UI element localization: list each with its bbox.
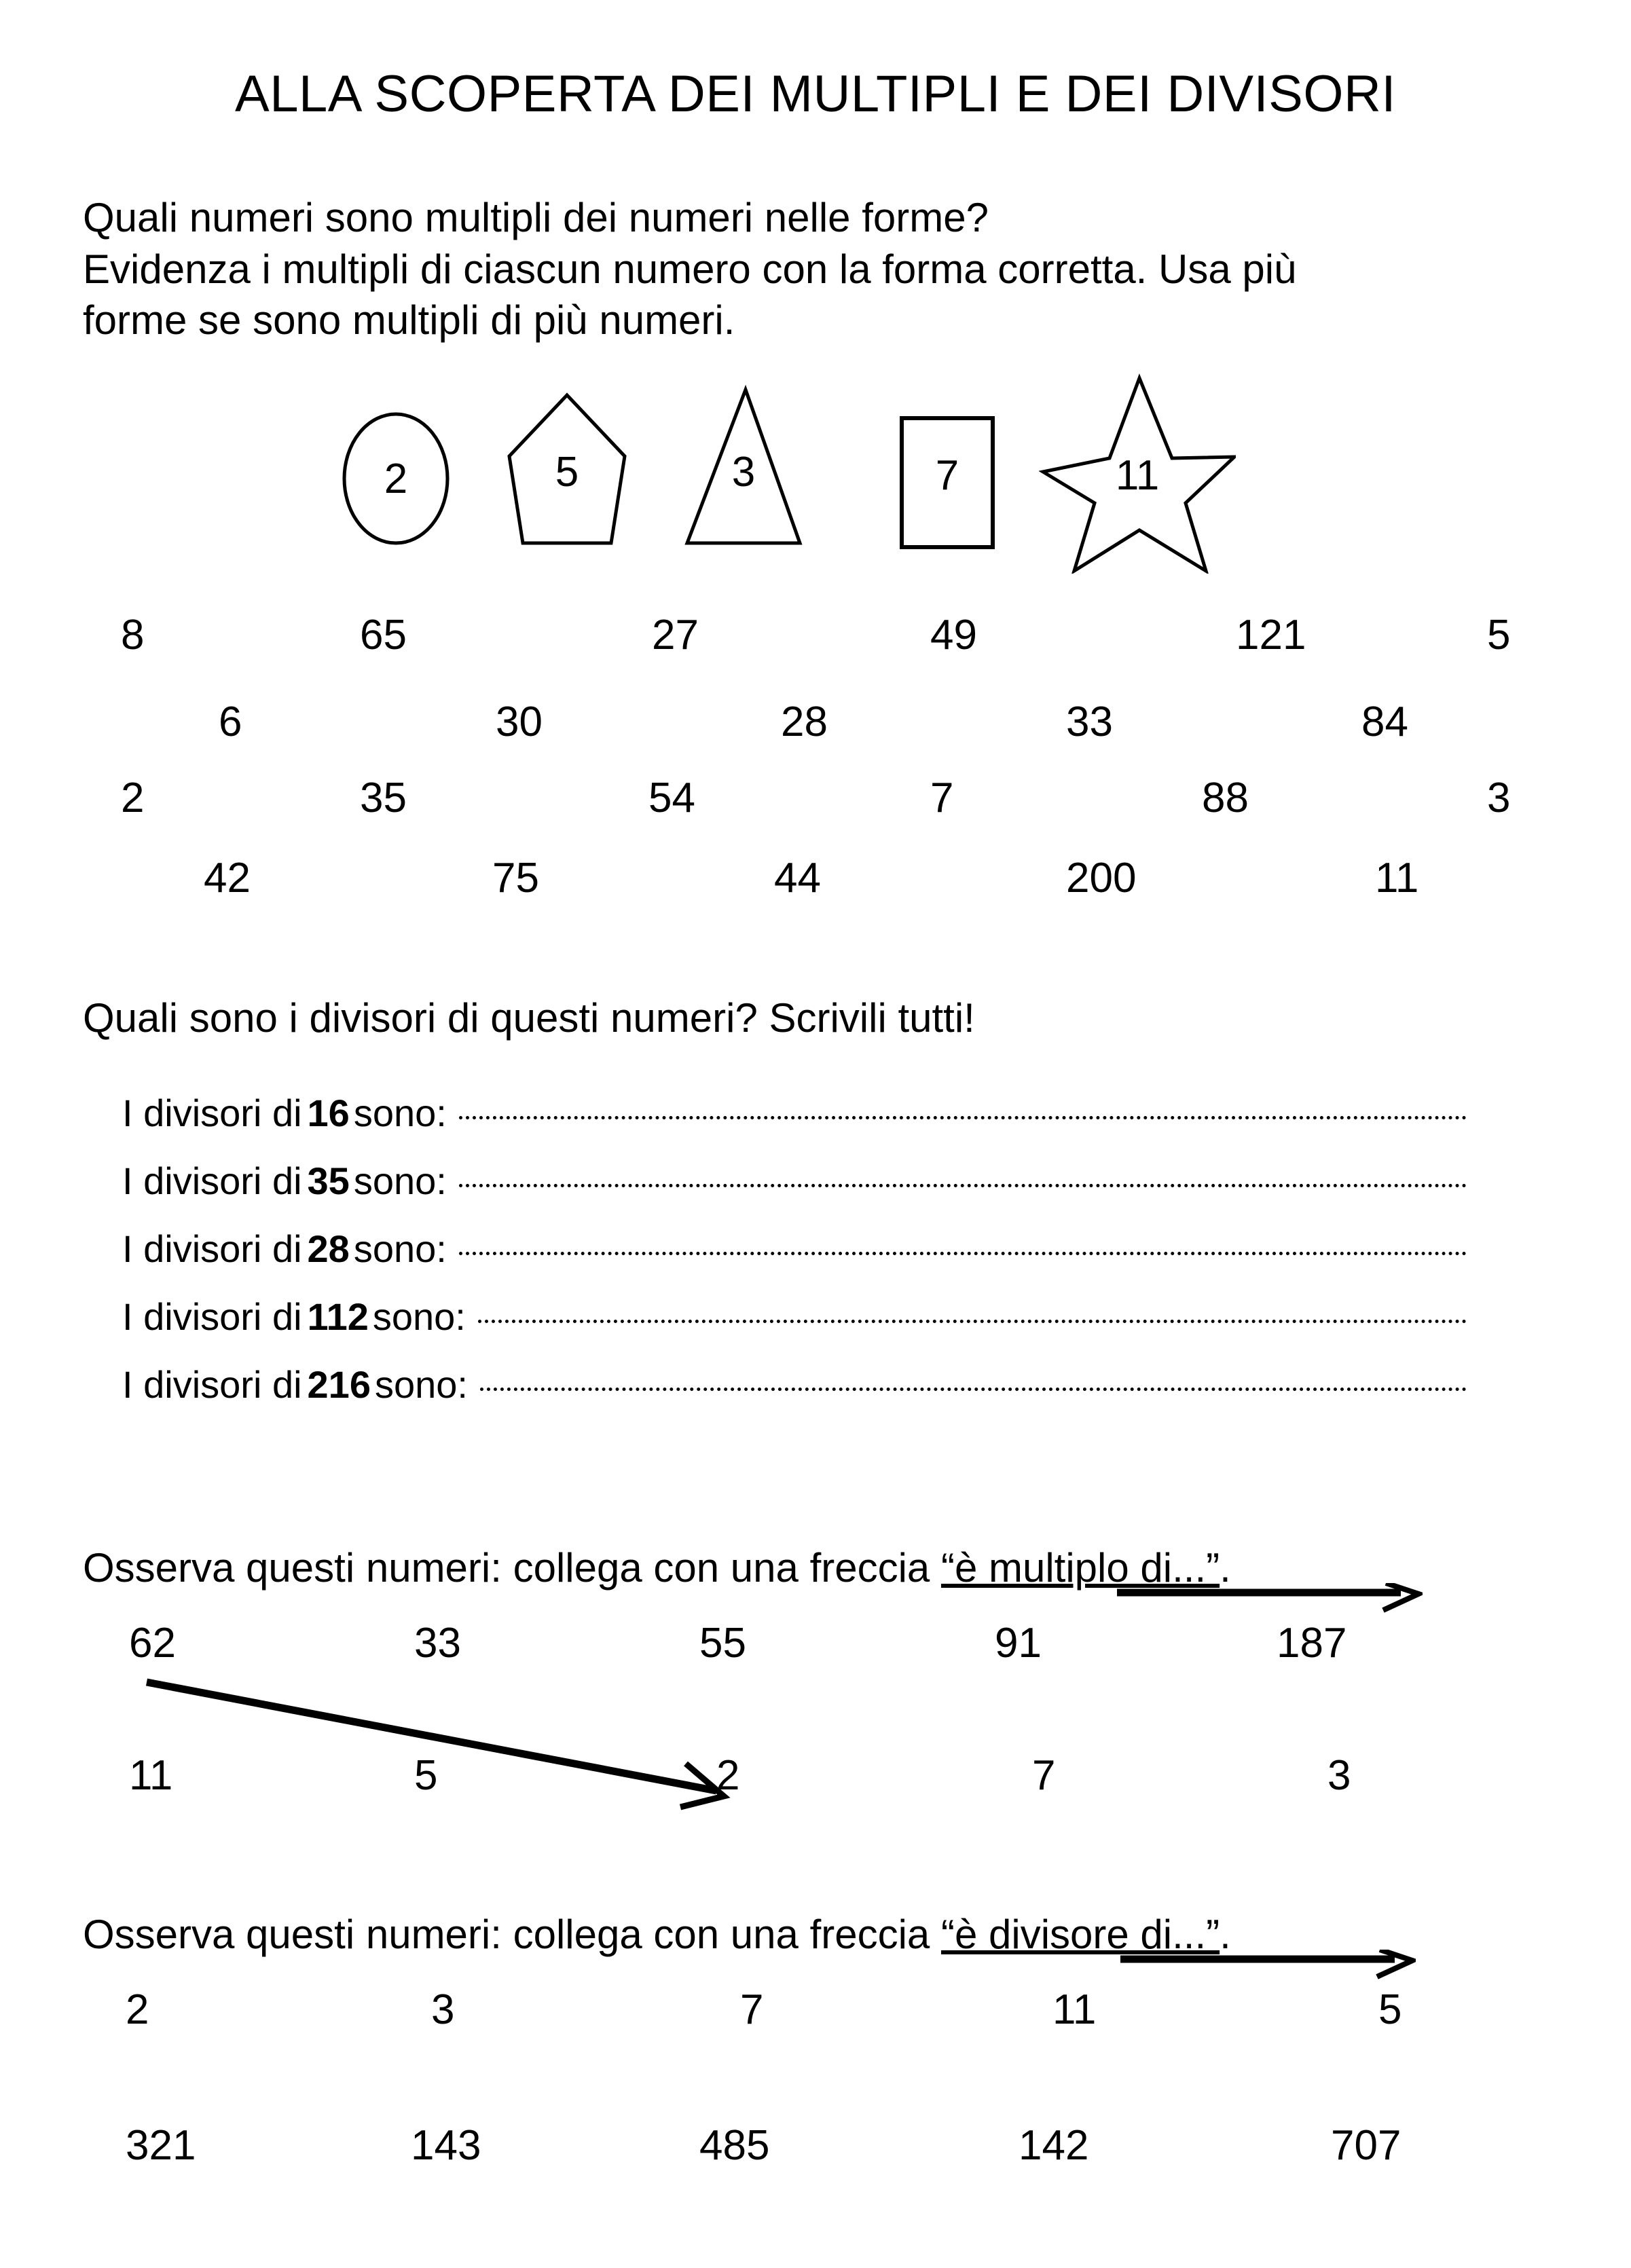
divisori-row-number: 16 — [307, 1092, 350, 1134]
divisori-row-number: 216 — [307, 1363, 371, 1406]
divisori-row-suffix: sono: — [353, 1092, 447, 1134]
grid-number[interactable]: 42 — [204, 855, 251, 901]
circle-shape-value: 2 — [384, 456, 408, 502]
pair-number-top[interactable]: 55 — [699, 1620, 746, 1667]
multiplo-heading-after: . — [1220, 1545, 1231, 1591]
answer-line[interactable] — [459, 1252, 1467, 1255]
grid-number[interactable]: 49 — [930, 612, 977, 658]
pair-number-bottom[interactable]: 7 — [1032, 1752, 1056, 1799]
grid-number[interactable]: 11 — [1375, 855, 1419, 901]
grid-number[interactable]: 35 — [360, 775, 407, 821]
grid-number[interactable]: 8 — [121, 612, 145, 658]
pentagon-shape — [502, 380, 631, 550]
grid-number[interactable]: 65 — [360, 612, 407, 658]
list-item — [122, 1295, 1467, 1366]
divisori-row-suffix: sono: — [353, 1227, 447, 1270]
divisori-row-suffix: sono: — [353, 1159, 447, 1202]
star-shape-value: 11 — [1115, 452, 1160, 499]
divisore-heading — [83, 1914, 1231, 1955]
grid-number[interactable]: 33 — [1066, 699, 1113, 745]
triangle-shape — [679, 380, 808, 550]
answer-line[interactable] — [459, 1184, 1467, 1187]
grid-number[interactable]: 88 — [1202, 775, 1249, 821]
pair-number-top[interactable]: 33 — [414, 1620, 461, 1667]
multiplo-heading-quoted: “è multiplo di...” — [940, 1545, 1220, 1591]
divisore-number-pairs — [0, 1986, 1631, 2206]
grid-number[interactable]: 27 — [652, 612, 699, 658]
divisori-row-prefix: I divisori di — [122, 1159, 302, 1202]
grid-number[interactable]: 121 — [1236, 612, 1306, 658]
intro-line-1: Quali numeri sono multipli dei numeri nelle forme? — [83, 195, 989, 240]
pair-number-top[interactable]: 2 — [126, 1986, 149, 2033]
multiples-number-grid — [0, 614, 1631, 927]
multiplo-heading — [83, 1545, 1231, 1591]
pair-number-bottom[interactable]: 3 — [1327, 1752, 1351, 1799]
grid-number[interactable]: 200 — [1066, 855, 1137, 901]
grid-number[interactable]: 2 — [121, 775, 145, 821]
grid-number[interactable]: 3 — [1487, 775, 1511, 821]
multiplo-heading-before: Osserva questi numeri: collega con una freccia — [83, 1545, 941, 1591]
right-arrow-icon — [1117, 1583, 1423, 1614]
pair-number-bottom[interactable]: 142 — [1019, 2122, 1089, 2169]
answer-line[interactable] — [478, 1320, 1467, 1323]
pair-number-bottom[interactable]: 143 — [411, 2122, 481, 2169]
divisori-row-number: 35 — [307, 1159, 350, 1202]
divisore-heading-quoted: “è divisore di...” — [940, 1912, 1220, 1957]
triangle-shape-value: 3 — [731, 449, 756, 496]
grid-number[interactable]: 5 — [1487, 612, 1511, 658]
pair-number-bottom[interactable]: 2 — [716, 1752, 740, 1799]
grid-number[interactable]: 30 — [496, 699, 543, 745]
pentagon-shape-value: 5 — [555, 449, 579, 496]
page-title: ALLA SCOPERTA DEI MULTIPLI E DEI DIVISORI — [235, 65, 1396, 123]
pair-number-bottom[interactable]: 707 — [1331, 2122, 1401, 2169]
divisori-row-prefix: I divisori di — [122, 1092, 302, 1134]
divisori-list — [122, 1094, 1467, 1434]
grid-number[interactable]: 75 — [492, 855, 539, 901]
intro-paragraph — [83, 192, 1522, 346]
grid-number[interactable]: 7 — [930, 775, 954, 821]
divisori-heading: Quali sono i divisori di questi numeri? Scrivili tutti! — [83, 995, 975, 1041]
pair-number-top[interactable]: 187 — [1277, 1620, 1347, 1667]
divisori-row-suffix: sono: — [372, 1295, 466, 1338]
pair-number-top[interactable]: 5 — [1378, 1986, 1402, 2033]
pair-number-top[interactable]: 7 — [740, 1986, 764, 2033]
divisori-row-suffix: sono: — [374, 1363, 468, 1406]
divisori-row-prefix: I divisori di — [122, 1363, 302, 1406]
pair-number-top[interactable]: 91 — [995, 1620, 1042, 1667]
pair-number-bottom[interactable]: 5 — [414, 1752, 438, 1799]
grid-number[interactable]: 84 — [1361, 699, 1408, 745]
divisore-heading-after: . — [1220, 1912, 1231, 1957]
pair-number-bottom[interactable]: 321 — [126, 2122, 196, 2169]
divisori-row-number: 112 — [307, 1295, 369, 1338]
right-arrow-icon — [1120, 1950, 1416, 1981]
list-item — [122, 1227, 1467, 1298]
square-shape — [883, 406, 1012, 576]
grid-number[interactable]: 44 — [774, 855, 821, 901]
grid-number[interactable]: 54 — [648, 775, 695, 821]
grid-number[interactable]: 28 — [781, 699, 828, 745]
intro-line-2: Evidenza i multipli di ciascun numero con la forma corretta. Usa più — [83, 246, 1297, 292]
answer-line[interactable] — [459, 1116, 1467, 1119]
intro-line-3: forme se sono multipli di più numeri. — [83, 297, 735, 343]
list-item — [122, 1363, 1467, 1434]
answer-line[interactable] — [480, 1388, 1467, 1391]
divisore-heading-before: Osserva questi numeri: collega con una freccia — [83, 1912, 941, 1957]
divisori-row-prefix: I divisori di — [122, 1227, 302, 1270]
pair-number-bottom[interactable]: 11 — [129, 1752, 173, 1799]
circle-shape — [331, 407, 460, 577]
divisori-row-prefix: I divisori di — [122, 1295, 302, 1338]
list-item — [122, 1094, 1467, 1162]
pair-number-top[interactable]: 62 — [129, 1620, 176, 1667]
shapes-row — [0, 380, 1631, 584]
list-item — [122, 1159, 1467, 1230]
pair-number-top[interactable]: 11 — [1052, 1986, 1097, 2033]
square-shape-value: 7 — [935, 452, 959, 499]
divisori-row-number: 28 — [307, 1227, 350, 1270]
pair-number-bottom[interactable]: 485 — [699, 2122, 770, 2169]
grid-number[interactable]: 6 — [219, 699, 242, 745]
pair-number-top[interactable]: 3 — [431, 1986, 455, 2033]
star-shape — [1039, 370, 1236, 574]
example-connection-arrow-icon — [143, 1677, 754, 1812]
